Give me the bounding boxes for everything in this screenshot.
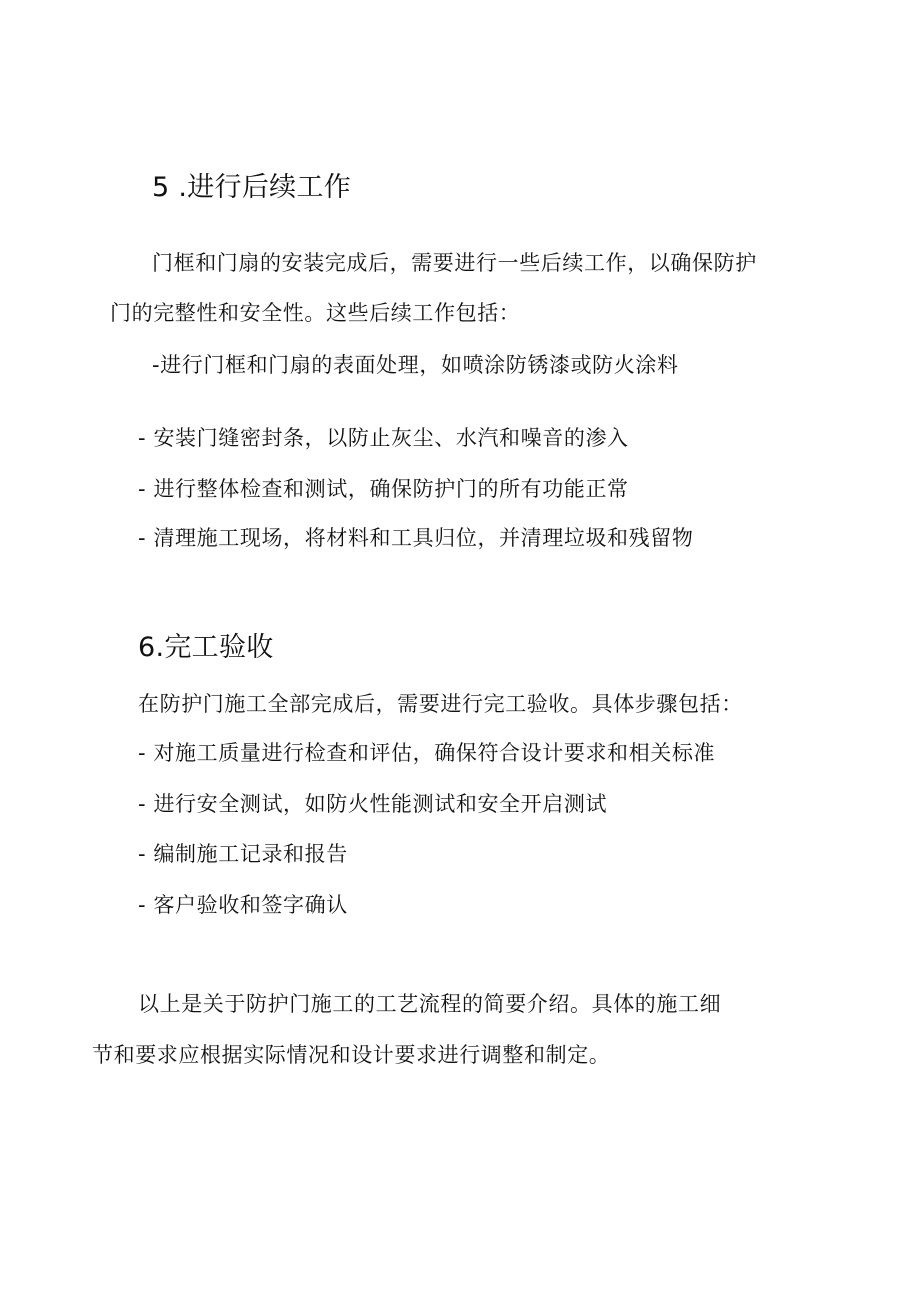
section-5-list-item: - 进行整体检查和测试，确保防护门的所有功能正常 (138, 477, 629, 501)
section-5-list-item: -进行门框和门扇的表面处理，如喷涂防锈漆或防火涂料 (152, 353, 679, 377)
section-6-heading: 6.完工验收 (138, 632, 274, 663)
section-6-list-item: - 编制施工记录和报告 (138, 842, 348, 866)
section-6-intro: 在防护门施工全部完成后，需要进行完工验收。具体步骤包括： (138, 692, 743, 716)
section-6-list-item: - 客户验收和签字确认 (138, 893, 348, 917)
section-5-heading: 5 .进行后续工作 (152, 172, 352, 203)
conclusion-line-1: 以上是关于防护门施工的工艺流程的简要介绍。具体的施工细 (138, 992, 722, 1016)
section-5-intro-line-1: 门框和门扇的安装完成后，需要进行一些后续工作，以确保防护 (152, 251, 757, 275)
conclusion-line-2: 节和要求应根据实际情况和设计要求进行调整和制定。 (92, 1043, 611, 1067)
section-5-list-item: - 安装门缝密封条，以防止灰尘、水汽和噪音的渗入 (138, 426, 629, 450)
section-5-list-item: - 清理施工现场，将材料和工具归位，并清理垃圾和残留物 (138, 526, 694, 550)
section-5-intro-line-2: 门的完整性和安全性。这些后续工作包括： (110, 301, 521, 325)
section-6-list-item: - 进行安全测试，如防火性能测试和安全开启测试 (138, 792, 608, 816)
section-6-list-item: - 对施工质量进行检查和评估，确保符合设计要求和相关标准 (138, 741, 716, 765)
